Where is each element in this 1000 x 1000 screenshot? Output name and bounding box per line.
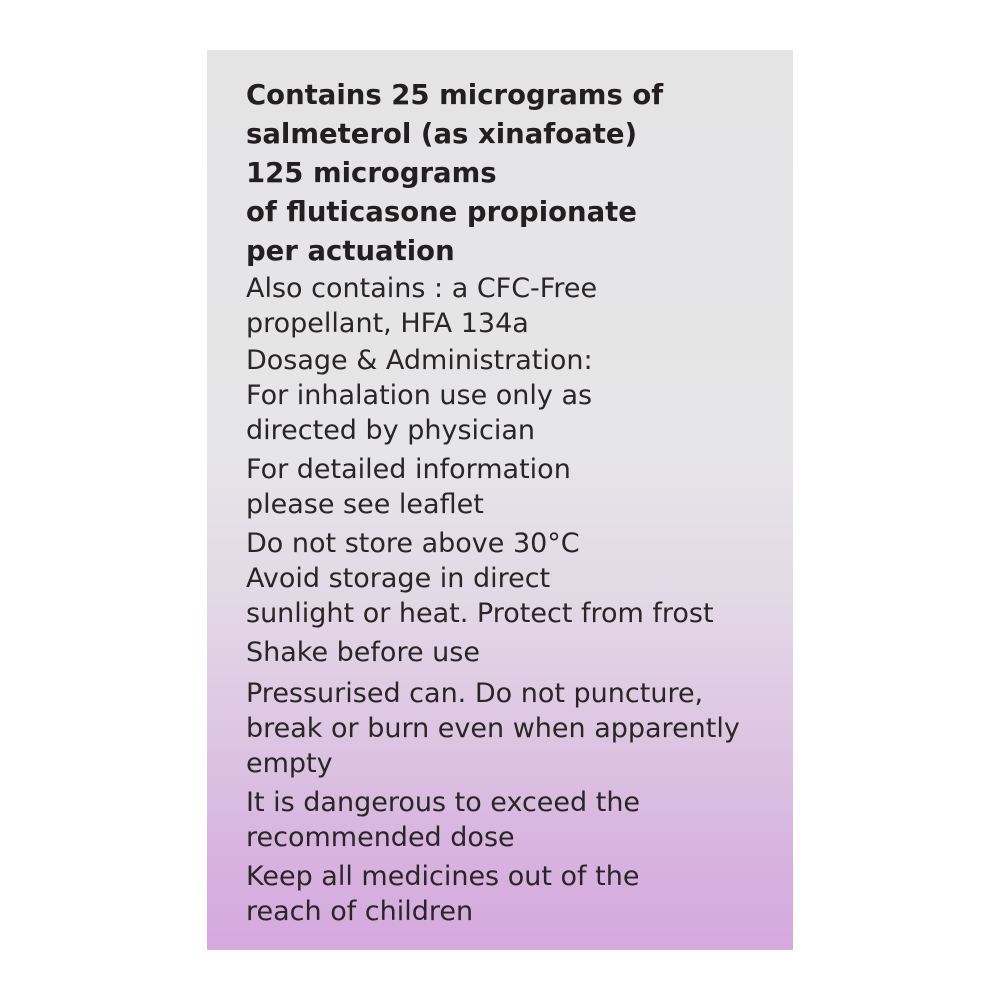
label-text-block xyxy=(246,76,786,929)
information-section xyxy=(246,452,786,522)
dose-warning xyxy=(246,785,786,855)
dosage-line: For inhalation use only as xyxy=(246,380,593,411)
children-warning-line: reach of children xyxy=(246,896,474,927)
information-line: please see leaflet xyxy=(246,489,484,520)
information-line: For detailed information xyxy=(246,454,571,485)
pressurised-warning-line: empty xyxy=(246,748,333,779)
composition-line: Contains 25 micrograms of xyxy=(246,79,664,111)
pressurised-warning-line: break or burn even when apparently xyxy=(246,713,740,744)
also-contains-line: Also contains : a CFC-Free xyxy=(246,273,598,304)
storage-line: Avoid storage in direct xyxy=(246,563,551,594)
shake-section xyxy=(246,635,786,670)
composition-line: per actuation xyxy=(246,235,455,267)
children-warning xyxy=(246,859,786,929)
dose-warning-line: recommended dose xyxy=(246,822,515,853)
pressurised-warning xyxy=(246,676,786,781)
storage-temperature: Do not store above 30°C xyxy=(246,528,580,559)
package-label-panel xyxy=(207,50,793,950)
dosage-line: directed by physician xyxy=(246,415,536,446)
also-contains xyxy=(246,271,786,341)
children-warning-line: Keep all medicines out of the xyxy=(246,861,640,892)
storage-line: sunlight or heat. Protect from frost xyxy=(246,598,714,629)
composition-heading xyxy=(246,76,786,271)
dose-warning-line: It is dangerous to exceed the xyxy=(246,787,641,818)
also-contains-line: propellant, HFA 134a xyxy=(246,308,529,339)
dosage-title: Dosage & Administration: xyxy=(246,345,593,376)
composition-line: of fluticasone propionate xyxy=(246,196,637,228)
composition-line: 125 micrograms xyxy=(246,157,497,189)
dosage-section xyxy=(246,343,786,448)
storage-section xyxy=(246,526,786,631)
composition-line: salmeterol (as xinafoate) xyxy=(246,118,638,150)
pressurised-warning-line: Pressurised can. Do not puncture, xyxy=(246,678,704,709)
shake-instruction: Shake before use xyxy=(246,637,480,668)
